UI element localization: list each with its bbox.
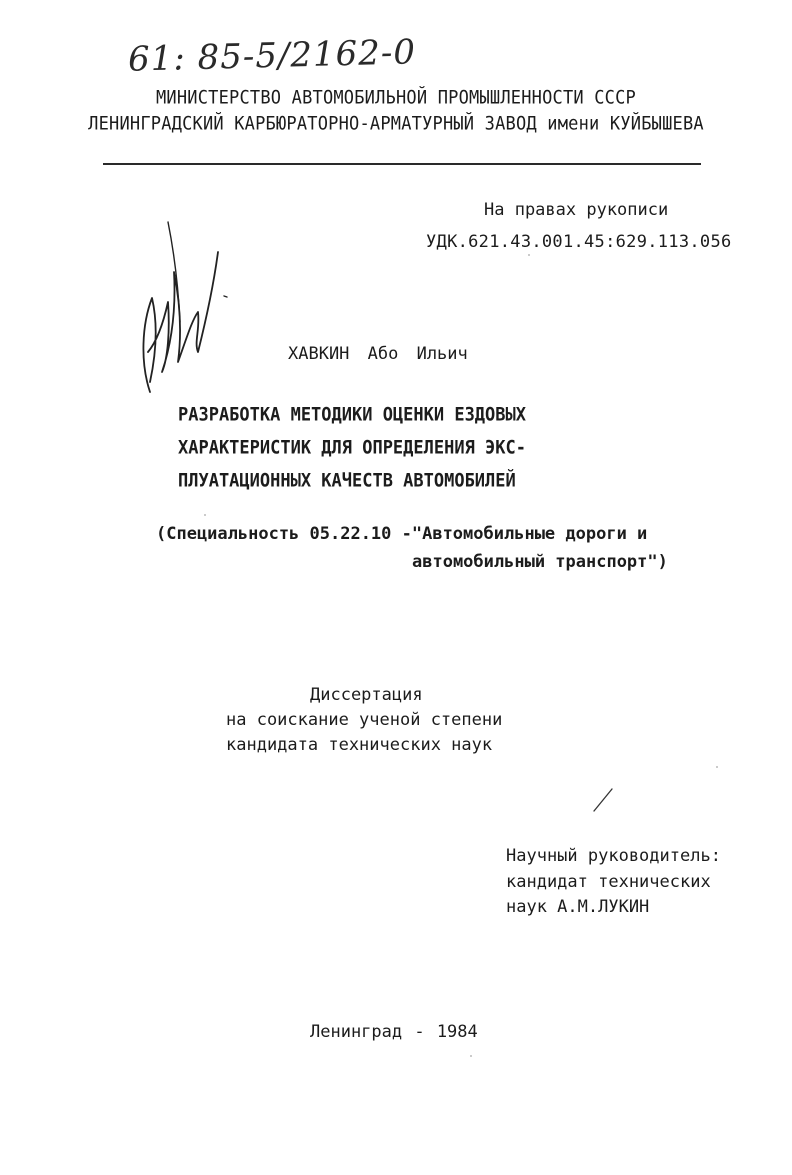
specialty-line-2: автомобильный транспорт"): [412, 552, 668, 572]
supervisor-degree: кандидат технических: [506, 872, 711, 892]
title-line-3: ПЛУАТАЦИОННЫХ КАЧЕСТВ АВТОМОБИЛЕЙ: [178, 470, 516, 492]
header-rule: [103, 163, 701, 165]
paper-speck: [204, 514, 206, 516]
ministry-line: МИНИСТЕРСТВО АВТОМОБИЛЬНОЙ ПРОМЫШЛЕННОСТИ СССР: [155, 86, 636, 110]
title-line-2: ХАРАКТЕРИСТИК ДЛЯ ОПРЕДЕЛЕНИЯ ЭКС-: [178, 437, 526, 459]
pen-mark: [588, 785, 618, 815]
degree-line-1: на соискание ученой степени: [226, 710, 503, 730]
paper-speck: [528, 254, 530, 256]
plant-line: ЛЕНИНГРАДСКИЙ КАРБЮРАТОРНО-АРМАТУРНЫЙ ЗАВОД имени КУЙБЫШЕВА: [88, 112, 704, 136]
udk-code: УДК.621.43.001.45:629.113.056: [426, 232, 732, 252]
supervisor-name: наук А.М.ЛУКИН: [506, 897, 650, 917]
paper-speck: [716, 766, 718, 768]
rights-note: На правах рукописи: [484, 200, 669, 220]
degree-line-2: кандидата технических наук: [226, 735, 493, 755]
author-name: ХАВКИН Або Ильич: [288, 344, 468, 364]
city-year: Ленинград - 1984: [310, 1022, 478, 1042]
title-line-1: РАЗРАБОТКА МЕТОДИКИ ОЦЕНКИ ЕЗДОВЫХ: [178, 404, 526, 426]
specialty-line-1: (Специальность 05.22.10 -"Автомобильные дороги и: [156, 524, 648, 544]
handwritten-archive-number: 61: 85-5/2162-0: [127, 32, 417, 80]
dissertation-label: Диссертация: [310, 685, 423, 705]
handwritten-signature: [128, 212, 238, 402]
paper-speck: [470, 1055, 472, 1057]
supervisor-label: Научный руководитель:: [506, 846, 721, 866]
